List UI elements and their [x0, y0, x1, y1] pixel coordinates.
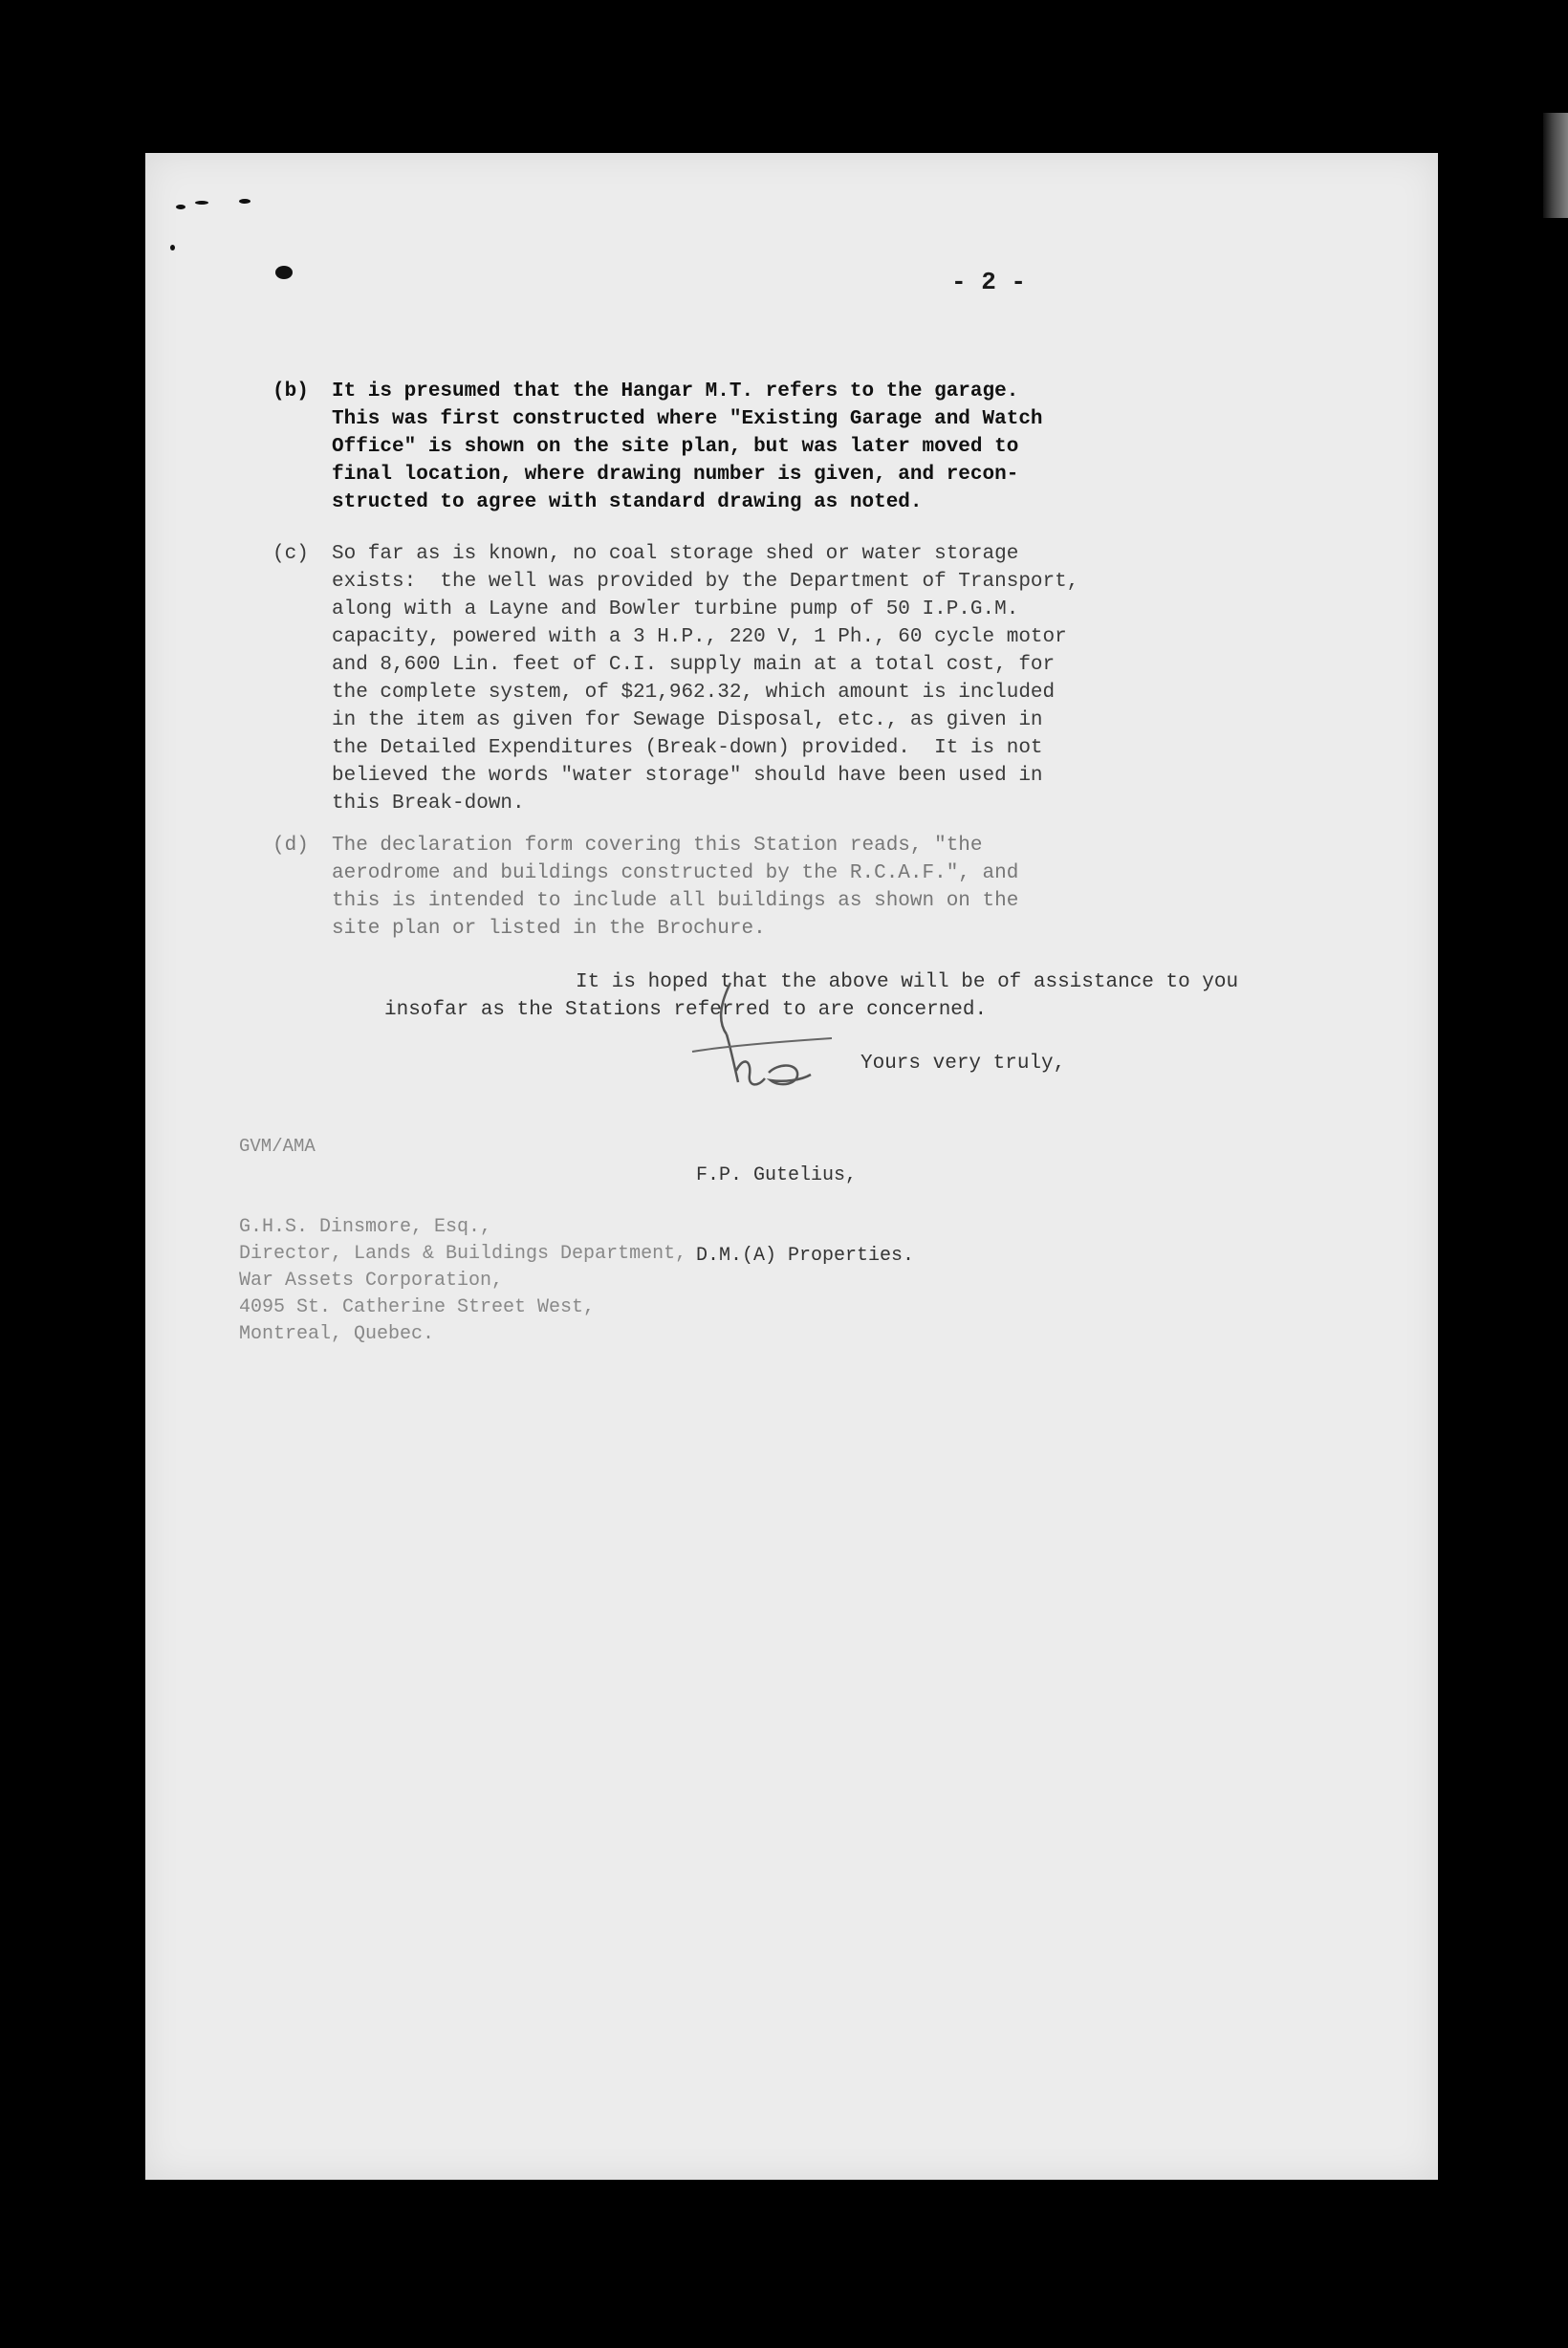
paragraph-b — [272, 378, 1043, 516]
signatory-name: F.P. Gutelius, — [696, 1164, 858, 1186]
ink-speck — [170, 245, 175, 250]
paragraph-line: aerodrome and buildings constructed by the R.C.A.F.", and — [332, 862, 1019, 884]
address-line: Montreal, Quebec. — [239, 1323, 435, 1345]
paragraph-line: Office" is shown on the site plan, but was later moved to — [332, 436, 1019, 458]
paragraph-line: the Detailed Expenditures (Break-down) provided. It is not — [332, 737, 1043, 759]
ink-speck — [195, 201, 208, 205]
film-edge-mark — [1543, 113, 1568, 218]
paragraph-d — [272, 832, 1018, 943]
paragraph-line: this is intended to include all buildings as shown on the — [332, 890, 1019, 912]
paragraph-label: (d) — [272, 835, 309, 857]
paragraph-line: The declaration form covering this Station reads, "the — [332, 835, 983, 857]
paragraph-line: site plan or listed in the Brochure. — [332, 918, 766, 940]
address-line: G.H.S. Dinsmore, Esq., — [239, 1216, 492, 1238]
ink-speck — [239, 199, 250, 204]
address-line: Director, Lands & Buildings Department, — [239, 1243, 687, 1265]
paragraph-line: the complete system, of $21,962.32, which amount is included — [332, 682, 1056, 704]
paragraph-line: along with a Layne and Bowler turbine pump of 50 I.P.G.M. — [332, 598, 1019, 620]
paragraph-line: and 8,600 Lin. feet of C.I. supply main at a total cost, for — [332, 654, 1056, 676]
paragraph-line: in the item as given for Sewage Disposal, etc., as given in — [332, 709, 1043, 731]
salutation: Yours very truly, — [860, 1053, 1066, 1075]
closing-line-1: It is hoped that the above will be of assistance to you — [576, 971, 1239, 993]
paragraph-label: (c) — [272, 543, 309, 565]
paragraph-line: exists: the well was provided by the Department of Transport, — [332, 571, 1079, 593]
paragraph-line: structed to agree with standard drawing as noted. — [332, 491, 923, 513]
paragraph-line: This was first constructed where "Existing Garage and Watch — [332, 408, 1043, 430]
ink-speck — [176, 205, 185, 209]
page-number: - 2 - — [951, 268, 1027, 296]
paragraph-line: capacity, powered with a 3 H.P., 220 V, 1 Ph., 60 cycle motor — [332, 626, 1067, 648]
recipient-address — [239, 1214, 686, 1348]
paragraph-c — [272, 540, 1078, 817]
address-line: 4095 St. Catherine Street West, — [239, 1296, 596, 1318]
paragraph-line: It is presumed that the Hangar M.T. refers to the garage. — [332, 380, 1019, 402]
address-line: War Assets Corporation, — [239, 1270, 504, 1292]
paragraph-label: (b) — [272, 380, 309, 402]
paragraph-line: So far as is known, no coal storage shed or water storage — [332, 543, 1019, 565]
handwritten-signature — [688, 975, 841, 1099]
signatory-title: D.M.(A) Properties. — [696, 1245, 915, 1267]
paragraph-line: believed the words "water storage" should have been used in — [332, 765, 1043, 787]
reference-initials: GVM/AMA — [239, 1136, 316, 1157]
paragraph-line: final location, where drawing number is given, and recon- — [332, 464, 1019, 486]
signature-block — [696, 1109, 914, 1296]
paragraph-line: this Break-down. — [332, 793, 525, 815]
closing-line-2: insofar as the Stations referred to are concerned. — [384, 999, 988, 1021]
ink-speck — [275, 266, 293, 279]
